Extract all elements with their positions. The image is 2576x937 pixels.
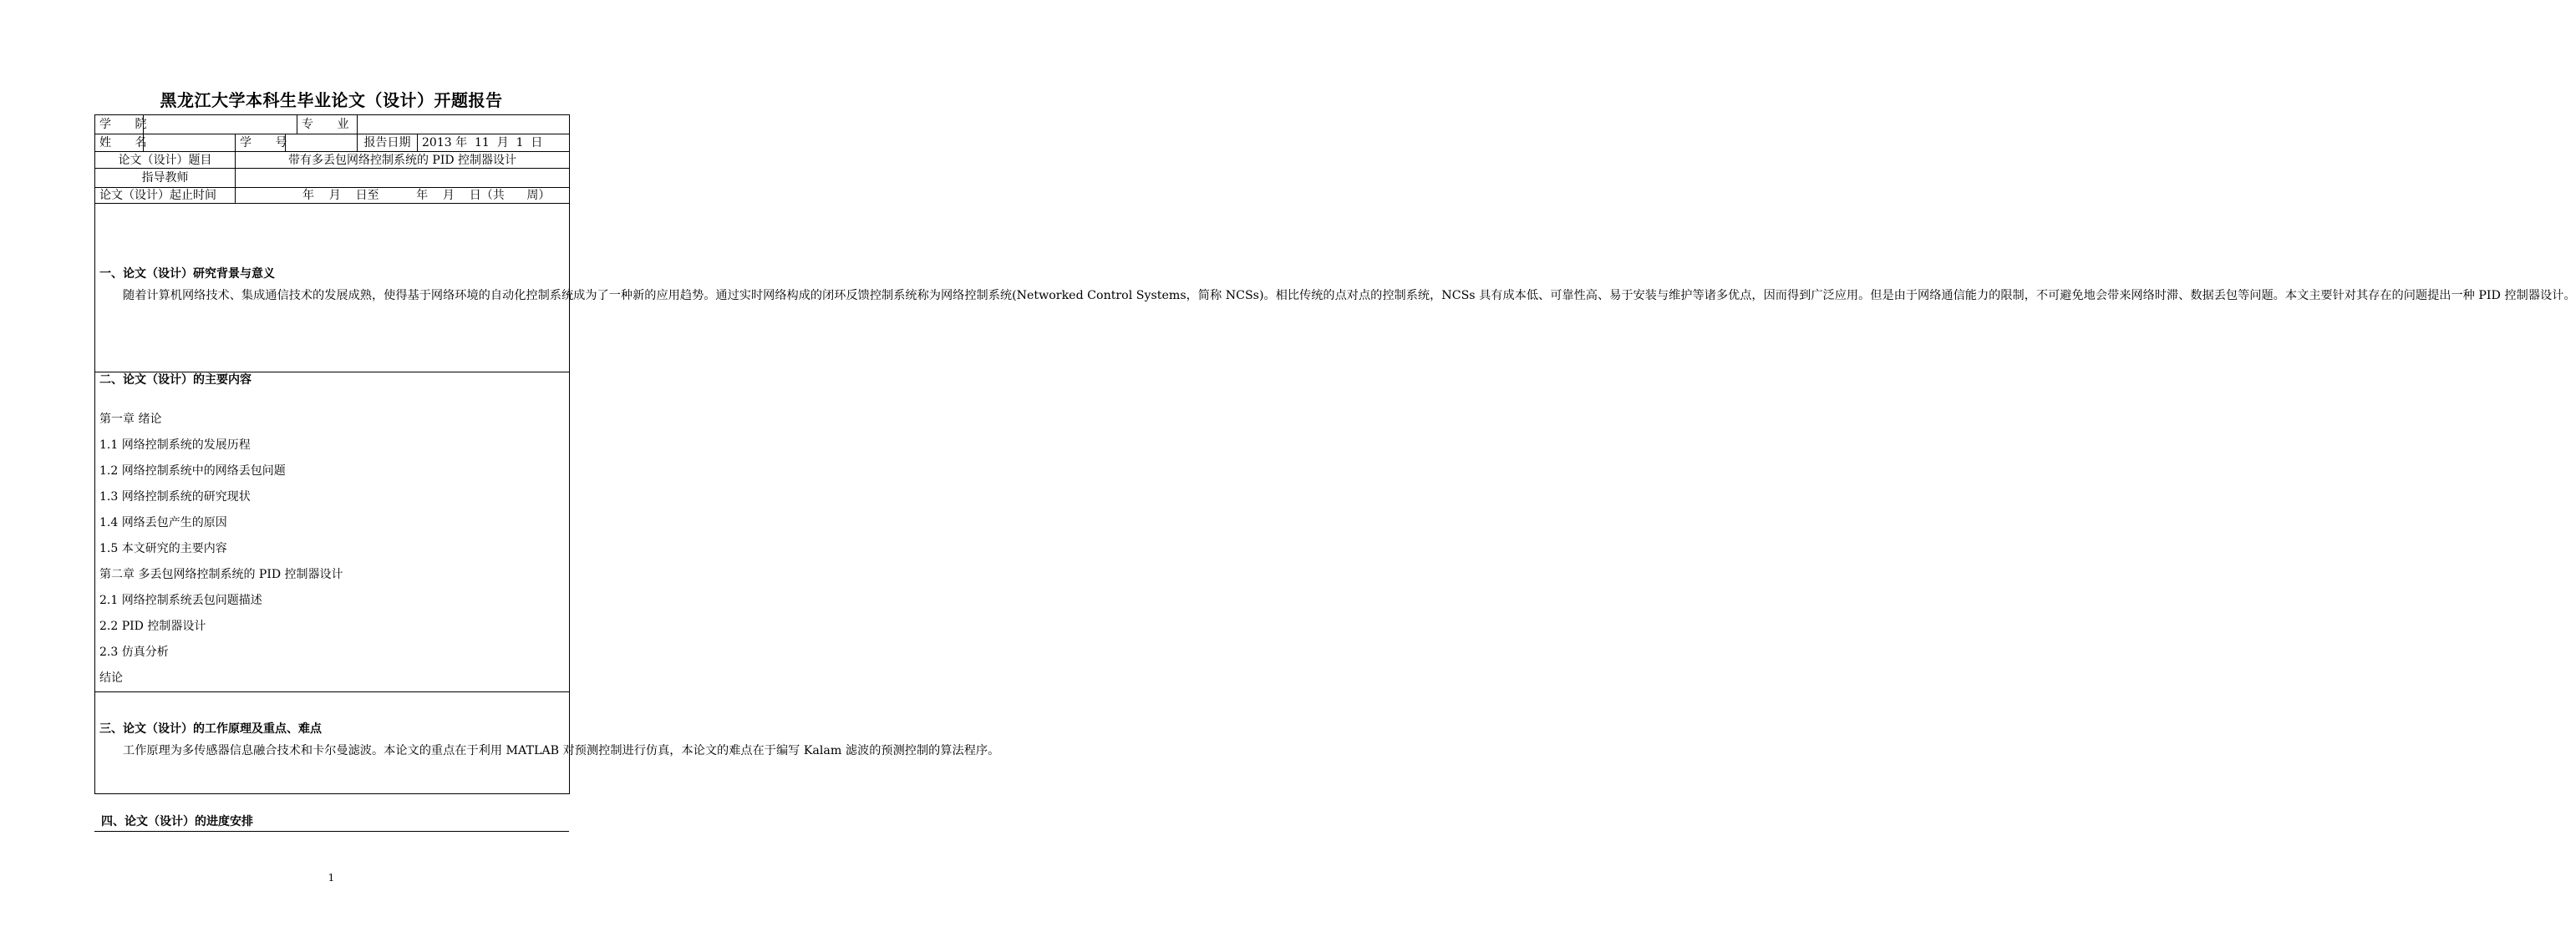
section-4-heading: 四、论文（设计）的进度安排 [101,815,253,828]
section-main-content [95,372,570,692]
major-label: 专 业 [297,115,358,134]
page-number: 1 [328,872,335,884]
list-item: 第一章 绪论 [99,413,162,426]
name-value[interactable] [144,134,236,152]
proposal-form-table [94,114,2576,794]
list-item: 1.1 网络控制系统的发展历程 [99,438,251,452]
list-item: 结论 [99,671,123,685]
page-title: 黑龙江大学本科生毕业论文（设计）开题报告 [160,90,503,110]
college-major-row [95,115,570,134]
college-value[interactable] [144,115,297,134]
list-item: 1.4 网络丢包产生的原因 [99,516,227,529]
section-3-row [95,692,570,794]
report-date-label: 报告日期 [358,134,418,152]
list-item: 2.3 仿真分析 [99,646,169,659]
section-background [95,204,2576,372]
advisor-label: 指导教师 [95,169,236,188]
college-label: 学 院 [95,115,144,134]
list-item: 第二章 多丢包网络控制系统的 PID 控制器设计 [99,568,343,581]
thesis-title-value[interactable]: 带有多丢包网络控制系统的 PID 控制器设计 [236,152,570,169]
section-1-body: 随着计算机网络技术、集成通信技术的发展成熟，使得基于网络环境的自动化控制系统成为了一种新的应用趋势。通过实时网络构成的闭环反馈控制系统称为网络控制系统(Networked Control Systems，简称 NCSs)。相比传统的点对点的控制系统，NCSs 具有成本低、可靠性高、易于安装与维护等诸多优点，因而得到广泛应用。但是由于网络通信能力的限制，不可避免地会带来网络时滞、数据丢包等问题。本文主要针对其存在的问题提出一种 PID 控制器设计。 [123,289,2576,302]
list-item: 1.2 网络控制系统中的网络丢包问题 [99,464,286,478]
list-item: 2.2 PID 控制器设计 [99,620,206,633]
list-item: 1.5 本文研究的主要内容 [99,542,227,555]
thesis-title-label: 论文（设计）题目 [95,152,236,169]
advisor-row [95,169,570,188]
major-value[interactable] [358,115,570,134]
section-principles [95,692,1000,794]
period-label: 论文（设计）起止时间 [95,188,236,204]
section-3-body: 工作原理为多传感器信息融合技术和卡尔曼滤波。本论文的重点在于利用 MATLAB 对预测控制进行仿真，本论文的难点在于编写 Kalam 滤波的预测控制的算法程序。 [123,744,1000,757]
section-1-heading: 一、论文（设计）研究背景与意义 [99,267,275,281]
section-2-row [95,372,570,692]
list-item: 2.1 网络控制系统丢包问题描述 [99,594,262,607]
student-id-label: 学 号 [236,134,286,152]
period-row [95,188,570,204]
section-1-row [95,204,570,372]
thesis-title-row [95,152,570,169]
content-outline-list [99,407,565,691]
section-2-heading: 二、论文（设计）的主要内容 [99,373,252,387]
section-3-heading: 三、论文（设计）的工作原理及重点、难点 [99,722,322,736]
period-value[interactable]: 年 月 日至 年 月 日（共 周） [236,188,570,204]
name-label: 姓 名 [95,134,144,152]
name-id-date-row [95,134,570,152]
report-date-value[interactable]: 2013 年 11 月 1 日 [418,134,570,152]
list-item: 1.3 网络控制系统的研究现状 [99,490,251,504]
advisor-value[interactable] [236,169,570,188]
